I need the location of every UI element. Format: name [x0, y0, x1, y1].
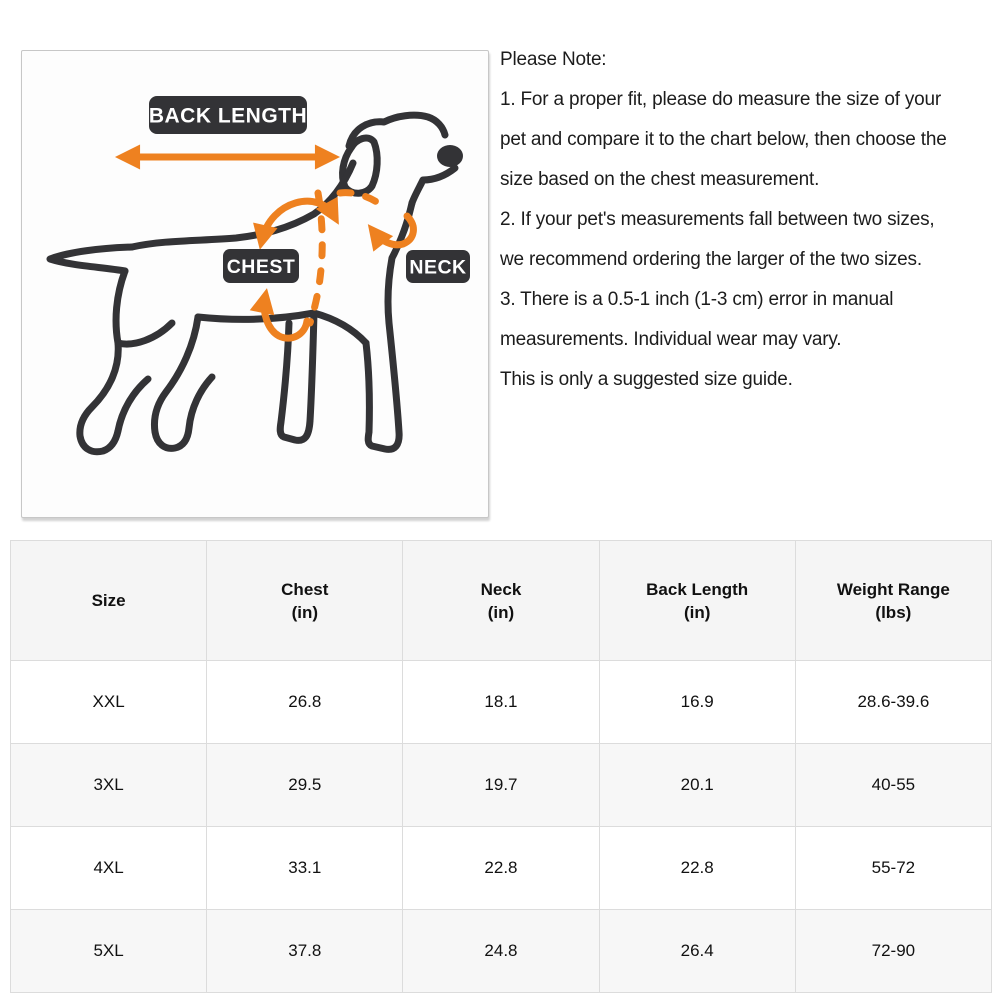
cell: 22.8	[599, 827, 795, 910]
size-chart-header	[11, 541, 992, 661]
cell: 22.8	[403, 827, 599, 910]
cell: 18.1	[403, 661, 599, 744]
cell: 24.8	[403, 910, 599, 993]
back-length-label-text: BACK LENGTH	[148, 104, 308, 128]
notes-title: Please Note:	[500, 49, 607, 70]
dog-outline	[50, 115, 463, 452]
header-cell-weight-range: Weight Range (lbs)	[795, 541, 991, 661]
dog-belly-path	[198, 313, 314, 319]
table-row-4xl	[11, 827, 992, 910]
table-row-3xl	[11, 744, 992, 827]
note-line: This is only a suggested size guide.	[500, 369, 793, 390]
cell: 3XL	[11, 744, 207, 827]
header-cell-neck: Neck (in)	[403, 541, 599, 661]
cell: 40-55	[795, 744, 991, 827]
note-line: measurements. Individual wear may vary.	[500, 329, 842, 350]
neck-label	[406, 250, 470, 283]
notes-section	[500, 40, 1000, 400]
dog-thigh-path	[118, 323, 172, 344]
dog-diagram-svg	[22, 51, 488, 517]
neck-girth-dashed-line	[340, 193, 386, 209]
note-line: we recommend ordering the larger of the two sizes.	[500, 249, 922, 270]
chest-label	[223, 249, 299, 283]
cell: 29.5	[207, 744, 403, 827]
cell: 28.6-39.6	[795, 661, 991, 744]
header-cell-size: Size	[11, 541, 207, 661]
header-cell-chest: Chest (in)	[207, 541, 403, 661]
cell: 33.1	[207, 827, 403, 910]
cell: XXL	[11, 661, 207, 744]
dog-rear-leg-path	[80, 271, 148, 452]
chest-label-text: CHEST	[226, 256, 296, 278]
dog-nose	[437, 145, 463, 167]
dog-hind-leg-path	[154, 317, 212, 448]
cell: 5XL	[11, 910, 207, 993]
cell: 19.7	[403, 744, 599, 827]
cell: 72-90	[795, 910, 991, 993]
back-length-label	[149, 96, 307, 134]
dog-tail-path	[50, 247, 132, 271]
cell: 55-72	[795, 827, 991, 910]
header-cell-back-length: Back Length (in)	[599, 541, 795, 661]
note-line: pet and compare it to the chart below, then choose the	[500, 129, 947, 150]
dog-shoulder-path	[314, 313, 366, 343]
dog-measurement-diagram	[21, 50, 489, 518]
header-row	[11, 541, 992, 661]
cell: 16.9	[599, 661, 795, 744]
note-line: 3. There is a 0.5-1 inch (1-3 cm) error in manual	[500, 289, 894, 310]
note-line: 2. If your pet's measurements fall between two sizes,	[500, 209, 935, 230]
cell: 26.8	[207, 661, 403, 744]
cell: 26.4	[599, 910, 795, 993]
table-row-5xl	[11, 910, 992, 993]
cell: 20.1	[599, 744, 795, 827]
dog-jaw-path	[412, 168, 455, 203]
table-row-xxl	[11, 661, 992, 744]
size-chart-table	[10, 540, 992, 993]
note-line: size based on the chest measurement.	[500, 169, 820, 190]
note-line: 1. For a proper fit, please do measure the size of your	[500, 89, 942, 110]
neck-label-text: NECK	[409, 256, 467, 279]
cell: 37.8	[207, 910, 403, 993]
cell: 4XL	[11, 827, 207, 910]
